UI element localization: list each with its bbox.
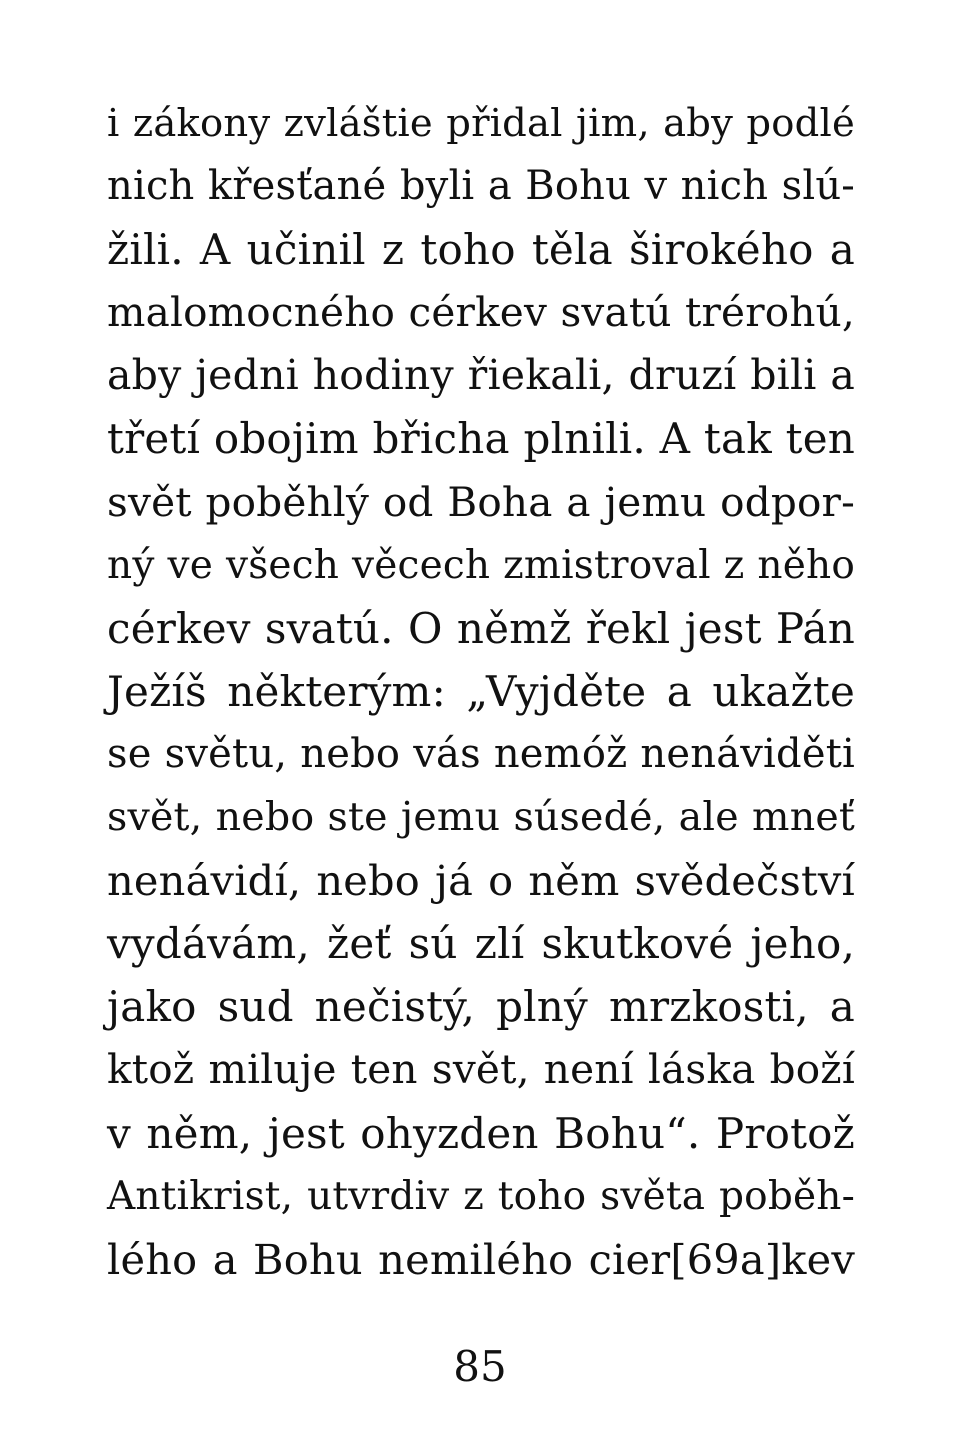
text-line: třetí obojim břicha plnili. A tak ten (107, 414, 855, 464)
page-number: 85 (453, 1342, 507, 1391)
text-line: nenávidí, nebo já o něm svědečství (107, 856, 855, 906)
text-line: i zákony zvláštie přidal jim, aby podlé (107, 101, 855, 146)
text-line: ný ve všech věcech zmistroval z něho (107, 542, 855, 588)
body-text (107, 92, 855, 1291)
text-line: žili. A učinil z toho těla širokého a (107, 225, 855, 275)
text-line: Antikrist, utvrdiv z toho světa poběh- (107, 1173, 855, 1219)
text-line: svět poběhlý od Boha a jemu odpor- (107, 477, 855, 526)
text-line: aby jedni hodiny řiekali, druzí bili a (107, 351, 855, 400)
text-line: svět, nebo ste jemu súsedé, ale mneť (107, 794, 855, 841)
text-line: malomocného cérkev svatú trérohú, (107, 288, 855, 337)
text-line: v něm, jest ohyzden Bohu“. Protož (107, 1108, 855, 1158)
text-line: vydávám, žeť sú zlí skutkové jeho, (107, 919, 855, 969)
text-line: lého a Bohu nemilého cier[69a]kev (107, 1234, 855, 1284)
text-line: cérkev svatú. O němž řekl jest Pán (107, 603, 855, 653)
text-line: nich křesťané byli a Bohu v nich slú- (107, 163, 855, 210)
text-line: jako sud nečistý, plný mrzkosti, a (107, 982, 855, 1032)
text-line: se světu, nebo vás nemóž nenáviděti (107, 730, 855, 777)
text-line: Ježíš některým: „Vyjděte a ukažte (107, 666, 855, 716)
text-line: ktož miluje ten svět, není láska boží (107, 1045, 855, 1094)
